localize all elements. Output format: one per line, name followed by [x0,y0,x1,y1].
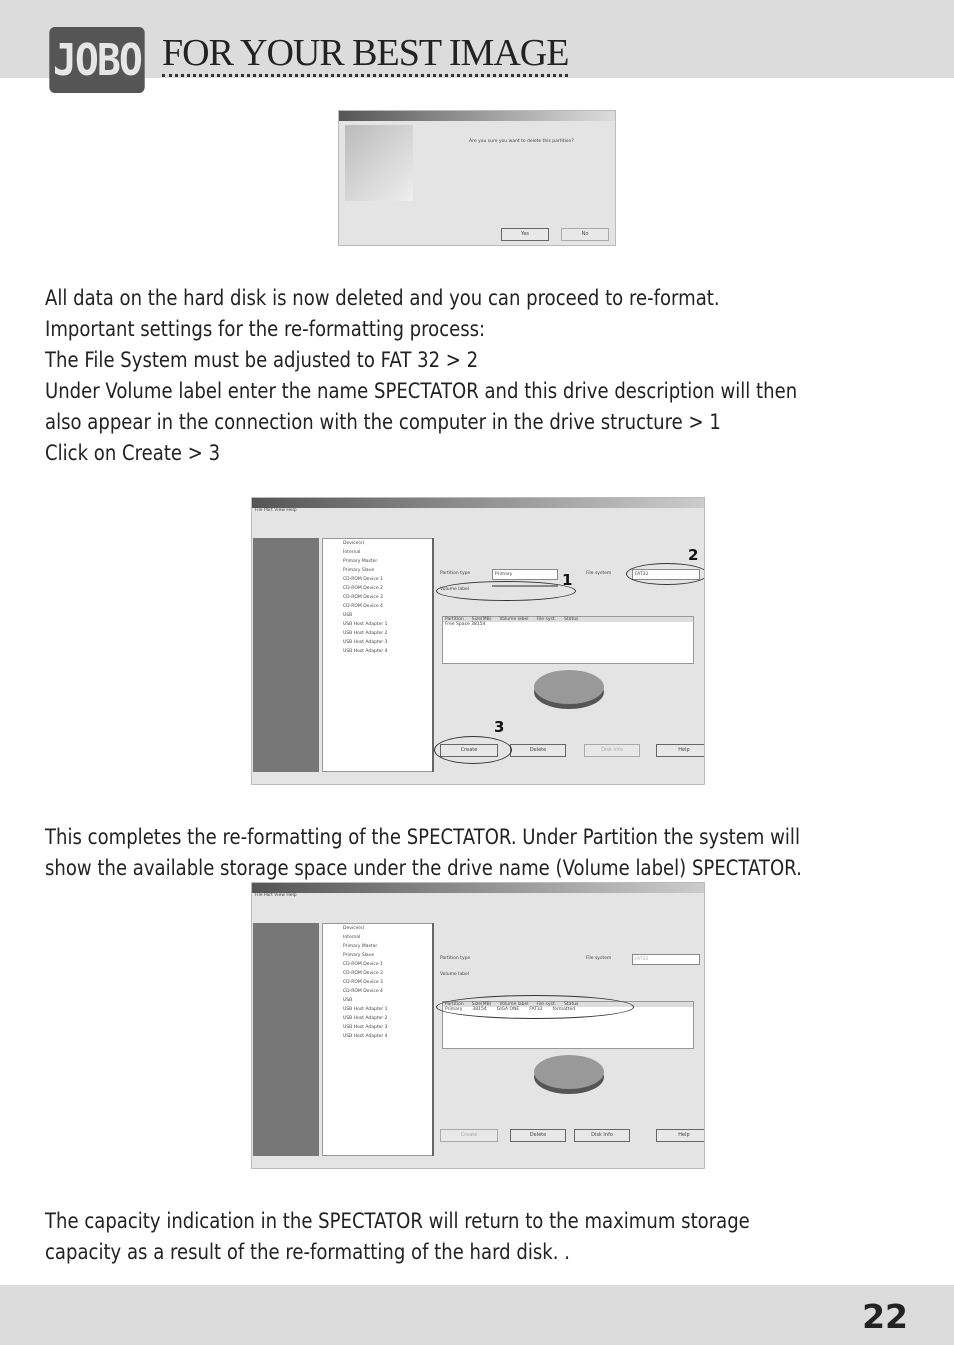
format-screenshot: File Part View Help Device(s) Internal Primary Master Primary Slave CD-ROM Device 1 CD-ROM Device 2 CD-ROM Device 3 CD-ROM Device 4 USB USB Host Adapter 1 USB Host Adapter 2 USB Host Adapter 3 USB Host Adapter 4 Partition type Primary Volume label File system FAT32 Partition Size(MB) Volume label File syst. Status Free Space 38154 Create Delete Disk Info Help 1 2 3 [251,497,705,785]
formatted-screenshot: File Part View Help Device(s) Internal Primary Master Primary Slave CD-ROM Device 1 CD-ROM Device 2 CD-ROM Device 3 CD-ROM Device 4 USB USB Host Adapter 1 USB Host Adapter 2 USB Host Adapter 3 USB Host Adapter 4 Partition type Volume label File system FAT32 Partition Size(MB) Volume label File syst. Status Primary 38154 GIGA ONE FAT32 formatted Create Delete Disk Info Help [251,882,705,1169]
paragraph-3: The capacity indication in the SPECTATOR will return to the maximum storage capacity as a result of the re-formatting of the hard disk. . [45,1209,750,1264]
paragraph-2: This completes the re-formatting of the SPECTATOR. Under Partition the system will show the available storage space under the drive name (Volume label) SPECTATOR. [45,825,802,880]
footer-bar [0,1285,954,1345]
dialog-question: Are you sure you want to delete this partition? [469,139,574,144]
jobo-logo: JOBO [49,27,144,93]
slogan: FOR YOUR BEST IMAGE [162,34,568,77]
paragraph-1: All data on the hard disk is now deleted and you can proceed to re-format. Important settings for the re-formatting process: The File System must be adjusted to FAT 32 > 2 Under Volume label enter the name SPECTATOR and this drive description will then also appear in the connection with the computer in the drive structure > 1 Click on Create > 3 [45,286,798,465]
delete-confirm-screenshot [338,110,616,246]
no-button: No [561,228,609,241]
page-number: 22 [862,1297,908,1336]
yes-button: Yes [501,228,549,241]
wizard-image [345,125,413,201]
